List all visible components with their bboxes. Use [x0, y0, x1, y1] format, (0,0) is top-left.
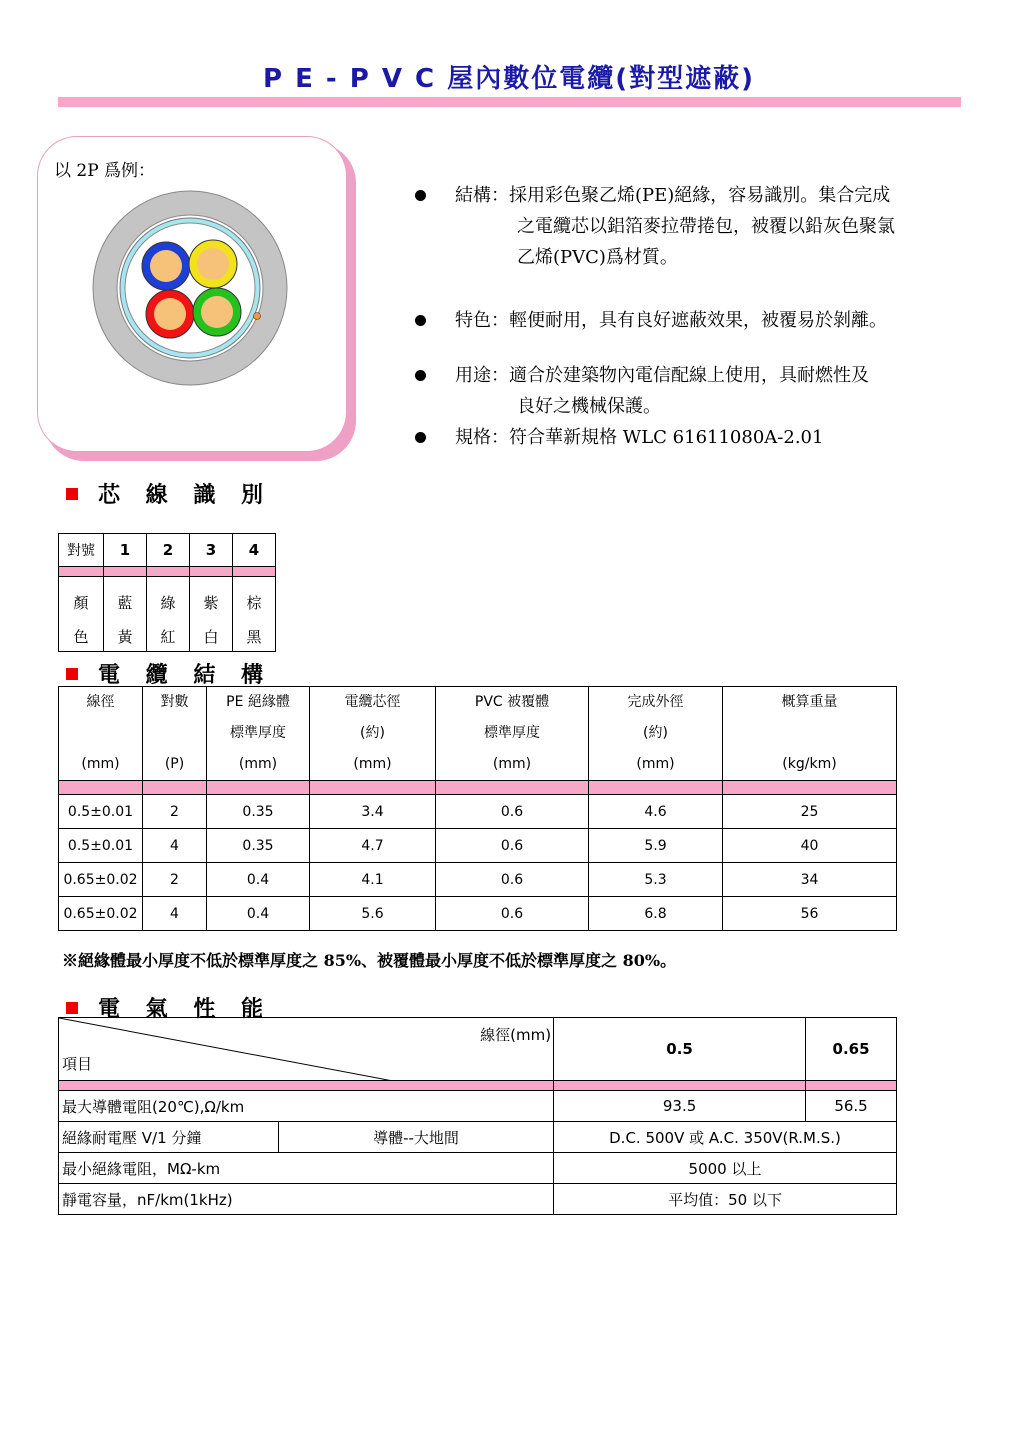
table-cell: 最大導體電阻(20℃),Ω/km: [59, 1091, 554, 1122]
table-cell: 顏: [59, 577, 104, 622]
bullet-lead: 特色：: [455, 310, 509, 331]
table-cell: 紫: [190, 577, 233, 622]
table-cell: 5000 以上: [554, 1153, 897, 1184]
bullet-text: 採用彩色聚乙烯(PE)絕緣，容易識別。集合完成: [509, 185, 891, 206]
bullet-dot-icon: [415, 315, 426, 326]
table-cell: 5.9: [589, 829, 723, 863]
table-cell: 4.6: [589, 795, 723, 829]
table-cell: 黃: [104, 621, 147, 652]
table-cell: 0.4: [207, 897, 310, 931]
table-cell: 0.65±0.02: [59, 863, 143, 897]
table-row: [59, 897, 897, 931]
table-header-cell: 完成外徑 (約) (mm): [589, 687, 723, 781]
bullet-lead: 規格：: [455, 427, 509, 448]
bullet-dot-icon: [415, 190, 426, 201]
table-cell: 40: [723, 829, 897, 863]
section-title: 電 纜 結 構: [98, 663, 272, 688]
table-cell: 3.4: [310, 795, 436, 829]
bullet-continuation: 之電纜芯以鋁箔麥拉帶捲包，被覆以鉛灰色聚氯: [517, 216, 895, 237]
page-title: P E - P V C 屋內數位電纜(對型遮蔽): [263, 64, 755, 94]
table-cell: 2: [143, 795, 207, 829]
table-header-cell: 4: [233, 534, 276, 567]
table-cell: 0.65±0.02: [59, 897, 143, 931]
table-cell: 靜電容量，nF/km(1kHz): [59, 1184, 554, 1215]
table-cell: 絕緣耐電壓 V/1 分鐘: [59, 1122, 279, 1153]
diagonal-header-cell: [59, 1018, 554, 1081]
diagram-caption: 以 2P 爲例：: [54, 161, 156, 181]
table-cell: 56.5: [806, 1091, 897, 1122]
table-cell: 25: [723, 795, 897, 829]
table-cell: 0.6: [436, 795, 589, 829]
table-header-cell: PE 絕緣體 標準厚度 (mm): [207, 687, 310, 781]
table-cell: 2: [143, 863, 207, 897]
table-cell: 56: [723, 897, 897, 931]
conductor: [197, 248, 229, 280]
bullet-feature: [415, 305, 975, 336]
bullet-dot-icon: [415, 370, 426, 381]
cable-cross-section-illustration: [92, 190, 292, 390]
diagonal-line: [59, 1018, 393, 1081]
table-cell: 綠: [147, 577, 190, 622]
section-heading-structure: [66, 658, 272, 689]
bullet-spec: [415, 422, 975, 453]
bullet-text: 輕便耐用，具有良好遮蔽效果，被覆易於剝離。: [509, 310, 887, 331]
table-cell: 最小絕緣電阻，MΩ-km: [59, 1153, 554, 1184]
feature-list: [415, 180, 975, 453]
bullet-usage: [415, 360, 975, 422]
bullet-lead: 結構：: [455, 185, 509, 206]
table-cell: 4.1: [310, 863, 436, 897]
table-cell: 5.3: [589, 863, 723, 897]
section-title: 電 氣 性 能: [98, 997, 272, 1022]
section-heading-core-id: [66, 478, 272, 509]
thickness-note: ※絕緣體最小厚度不低於標準厚度之 85%、被覆體最小厚度不低於標準厚度之 80%。: [62, 951, 677, 970]
square-bullet-icon: [66, 488, 78, 500]
table-header-cell: 2: [147, 534, 190, 567]
bullet-lead: 用途：: [455, 365, 509, 386]
table-cell: 紅: [147, 621, 190, 652]
conductor: [154, 298, 186, 330]
table-row: [59, 1122, 897, 1153]
table-header-cell: 1: [104, 534, 147, 567]
table-cell: 平均值：50 以下: [554, 1184, 897, 1215]
cable-structure-table: [58, 686, 897, 931]
bullet-dot-icon: [415, 432, 426, 443]
table-cell: 棕: [233, 577, 276, 622]
table-cell: 色: [59, 621, 104, 652]
table-cell: 藍: [104, 577, 147, 622]
table-header-cell: 電纜芯徑 (約) (mm): [310, 687, 436, 781]
square-bullet-icon: [66, 1002, 78, 1014]
table-cell: 6.8: [589, 897, 723, 931]
bullet-continuation: 良好之機械保護。: [517, 396, 661, 417]
table-cell: 5.6: [310, 897, 436, 931]
table-cell: 4.7: [310, 829, 436, 863]
electrical-performance-table: [58, 1017, 897, 1215]
bullet-text: 適合於建築物內電信配線上使用，具耐燃性及: [509, 365, 869, 386]
table-cell: 導體--大地間: [279, 1122, 554, 1153]
conductor: [150, 250, 182, 282]
table-header-cell: 線徑 (mm): [59, 687, 143, 781]
table-cell: 0.5±0.01: [59, 829, 143, 863]
table-cell: 4: [143, 897, 207, 931]
table-row: [59, 1153, 897, 1184]
table-row: [59, 829, 897, 863]
table-header-cell: 0.5: [554, 1018, 806, 1081]
bullet-continuation: 乙烯(PVC)爲材質。: [517, 247, 678, 268]
table-cell: 0.6: [436, 897, 589, 931]
core-identification-table: [58, 533, 276, 652]
drain-wire: [254, 313, 261, 320]
table-cell: 白: [190, 621, 233, 652]
core-space: [125, 223, 255, 353]
table-cell: 0.6: [436, 863, 589, 897]
table-cell: 34: [723, 863, 897, 897]
table-cell: 0.35: [207, 795, 310, 829]
section-title: 芯 線 識 別: [98, 483, 272, 508]
table-header-cell: 概算重量 (kg/km): [723, 687, 897, 781]
table-cell: D.C. 500V 或 A.C. 350V(R.M.S.): [554, 1122, 897, 1153]
square-bullet-icon: [66, 668, 78, 680]
table-header-cell: 對數 (P): [143, 687, 207, 781]
table-row: [59, 1184, 897, 1215]
bullet-text: 符合華新規格 WLC 61611080A-2.01: [509, 427, 824, 448]
table-row: [59, 1091, 897, 1122]
header-top-label: 線徑(mm): [480, 1026, 552, 1044]
table-cell: 0.4: [207, 863, 310, 897]
table-cell: 0.35: [207, 829, 310, 863]
table-cell: 4: [143, 829, 207, 863]
table-header-cell: 3: [190, 534, 233, 567]
table-cell: 0.6: [436, 829, 589, 863]
table-cell: 93.5: [554, 1091, 806, 1122]
table-cell: 0.5±0.01: [59, 795, 143, 829]
table-row: [59, 795, 897, 829]
bullet-structure: [415, 180, 975, 273]
title-underline-bar: [58, 97, 961, 107]
table-header-cell: PVC 被覆體 標準厚度 (mm): [436, 687, 589, 781]
header-bottom-label: 項目: [62, 1055, 93, 1073]
table-row: [59, 863, 897, 897]
table-header-cell: 0.65: [806, 1018, 897, 1081]
conductor: [201, 296, 233, 328]
table-cell: 黑: [233, 621, 276, 652]
table-header-cell: 對號: [59, 534, 104, 567]
